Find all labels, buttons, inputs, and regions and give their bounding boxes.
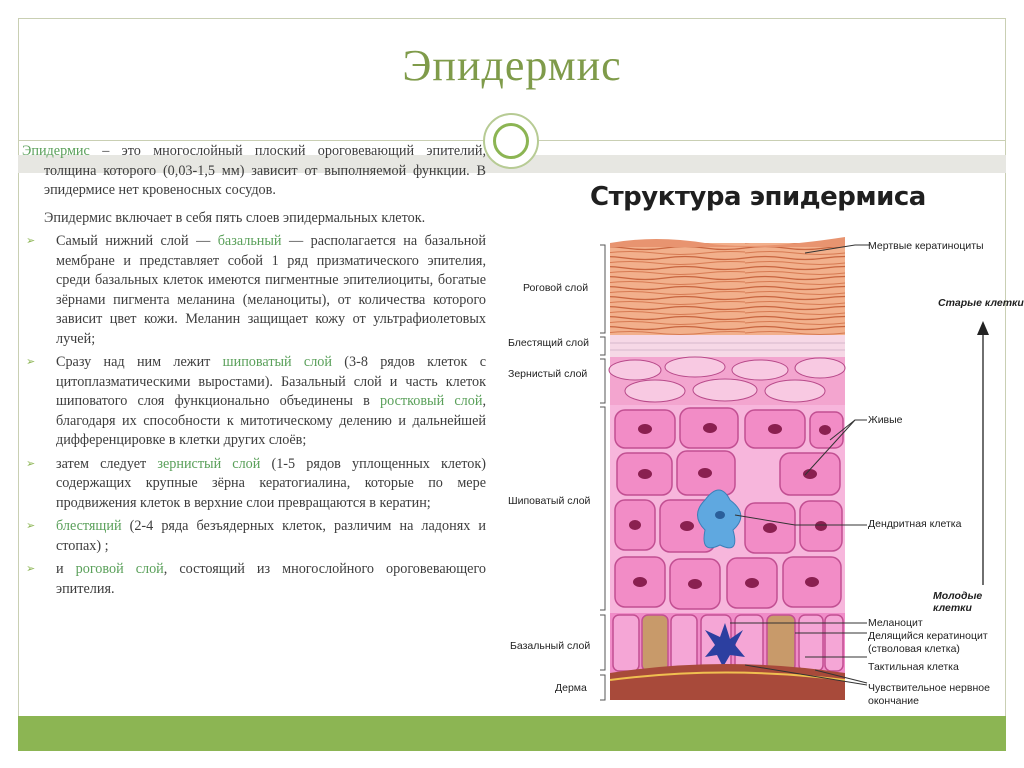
bullet-spinous: ➢ Сразу над ним лежит шиповатый слой (3-8 рядов клеток с цитоплазматическими выростами). Базальный слой и часть клеток шиповатого слоя функционально объединены в ростковый слой, благодаря их способности к митотическому делению и дальнейшей дифференцировке в клетки других слоёв; (26, 354, 486, 448)
decorative-circle-icon (483, 113, 539, 169)
bullet-arrow-icon: ➢ (26, 356, 36, 368)
label-dead-keratinocytes: Мертвые кератиноциты (868, 240, 984, 252)
label-lucid-layer: Блестящий слой (508, 337, 589, 349)
diagram-title: Структура эпидермиса (590, 182, 926, 212)
slide-title: Эпидермис (402, 41, 622, 90)
paragraph-layers: Эпидермис включает в себя пять слоев эпидермальных клеток. (44, 209, 426, 226)
label-old-cells: Старые клетки (938, 297, 1024, 309)
bullet-granular: ➢ затем следует зернистый слой (1-5 рядов уплощенных клеток) содержащих крупные зёрна кератогиалина, которые по мере продвижения клеток в верхние слои превращаются в кератин; (26, 455, 486, 511)
paragraph-definition: Эпидермис – это многослойный плоский ороговевающий эпителий, толщина которого (0,03-1,5 мм) зависит от выполняемой функции. В эпидермисе нет кровеносных сосудов. (22, 143, 486, 198)
lucid-layer (610, 335, 845, 357)
label-nerve-ending-2: окончание (868, 695, 920, 707)
bullet-basal: ➢ Самый нижний слой — базальный — располагается на базальной мембране и представляет собой 1 ряд призматического эпителия, среди базальных клеток имеются пигментные эпителиоциты, богатые зёрнами пигмента меланина (меланоциты), от количества которого зависит цвет кожи. Меланин защищает кожу от ультрафиолетовых лучей; (26, 233, 486, 347)
label-tactile-cell: Тактильная клетка (868, 661, 959, 673)
label-horny-layer: Роговой слой (523, 282, 589, 294)
bullet-arrow-icon: ➢ (26, 457, 36, 470)
bullet-lucid: ➢ блестящий (2-4 ряда безъядерных клеток, различим на ладонях и стопах) ; (26, 518, 486, 554)
dermis (610, 664, 845, 700)
body-text (22, 142, 486, 603)
bullet-arrow-icon: ➢ (26, 520, 36, 532)
label-spinous-layer: Шиповатый слой (508, 495, 591, 507)
label-dermis: Дерма (555, 682, 587, 694)
label-young-cells: Молодые клетки (933, 590, 983, 614)
bullet-horny: ➢ и роговой слой, состоящий из многослойного ороговевающего эпителия. (26, 561, 487, 597)
footer-band (18, 716, 1006, 751)
bullet-arrow-icon: ➢ (26, 563, 36, 575)
label-nerve-ending: Чувствительное нервное (868, 682, 990, 694)
label-granular-layer: Зернистый слой (508, 368, 588, 380)
bullet-arrow-icon: ➢ (26, 235, 36, 247)
label-dividing-keratinocyte: Делящийся кератиноцит (868, 630, 988, 642)
horny-layer (610, 243, 845, 335)
label-living: Живые (868, 414, 903, 426)
label-basal-layer: Базальный слой (510, 640, 591, 652)
label-stem-cell: (стволовая клетка) (868, 643, 960, 655)
label-dendritic-cell: Дендритная клетка (868, 518, 962, 530)
label-melanocyte: Меланоцит (868, 617, 923, 629)
